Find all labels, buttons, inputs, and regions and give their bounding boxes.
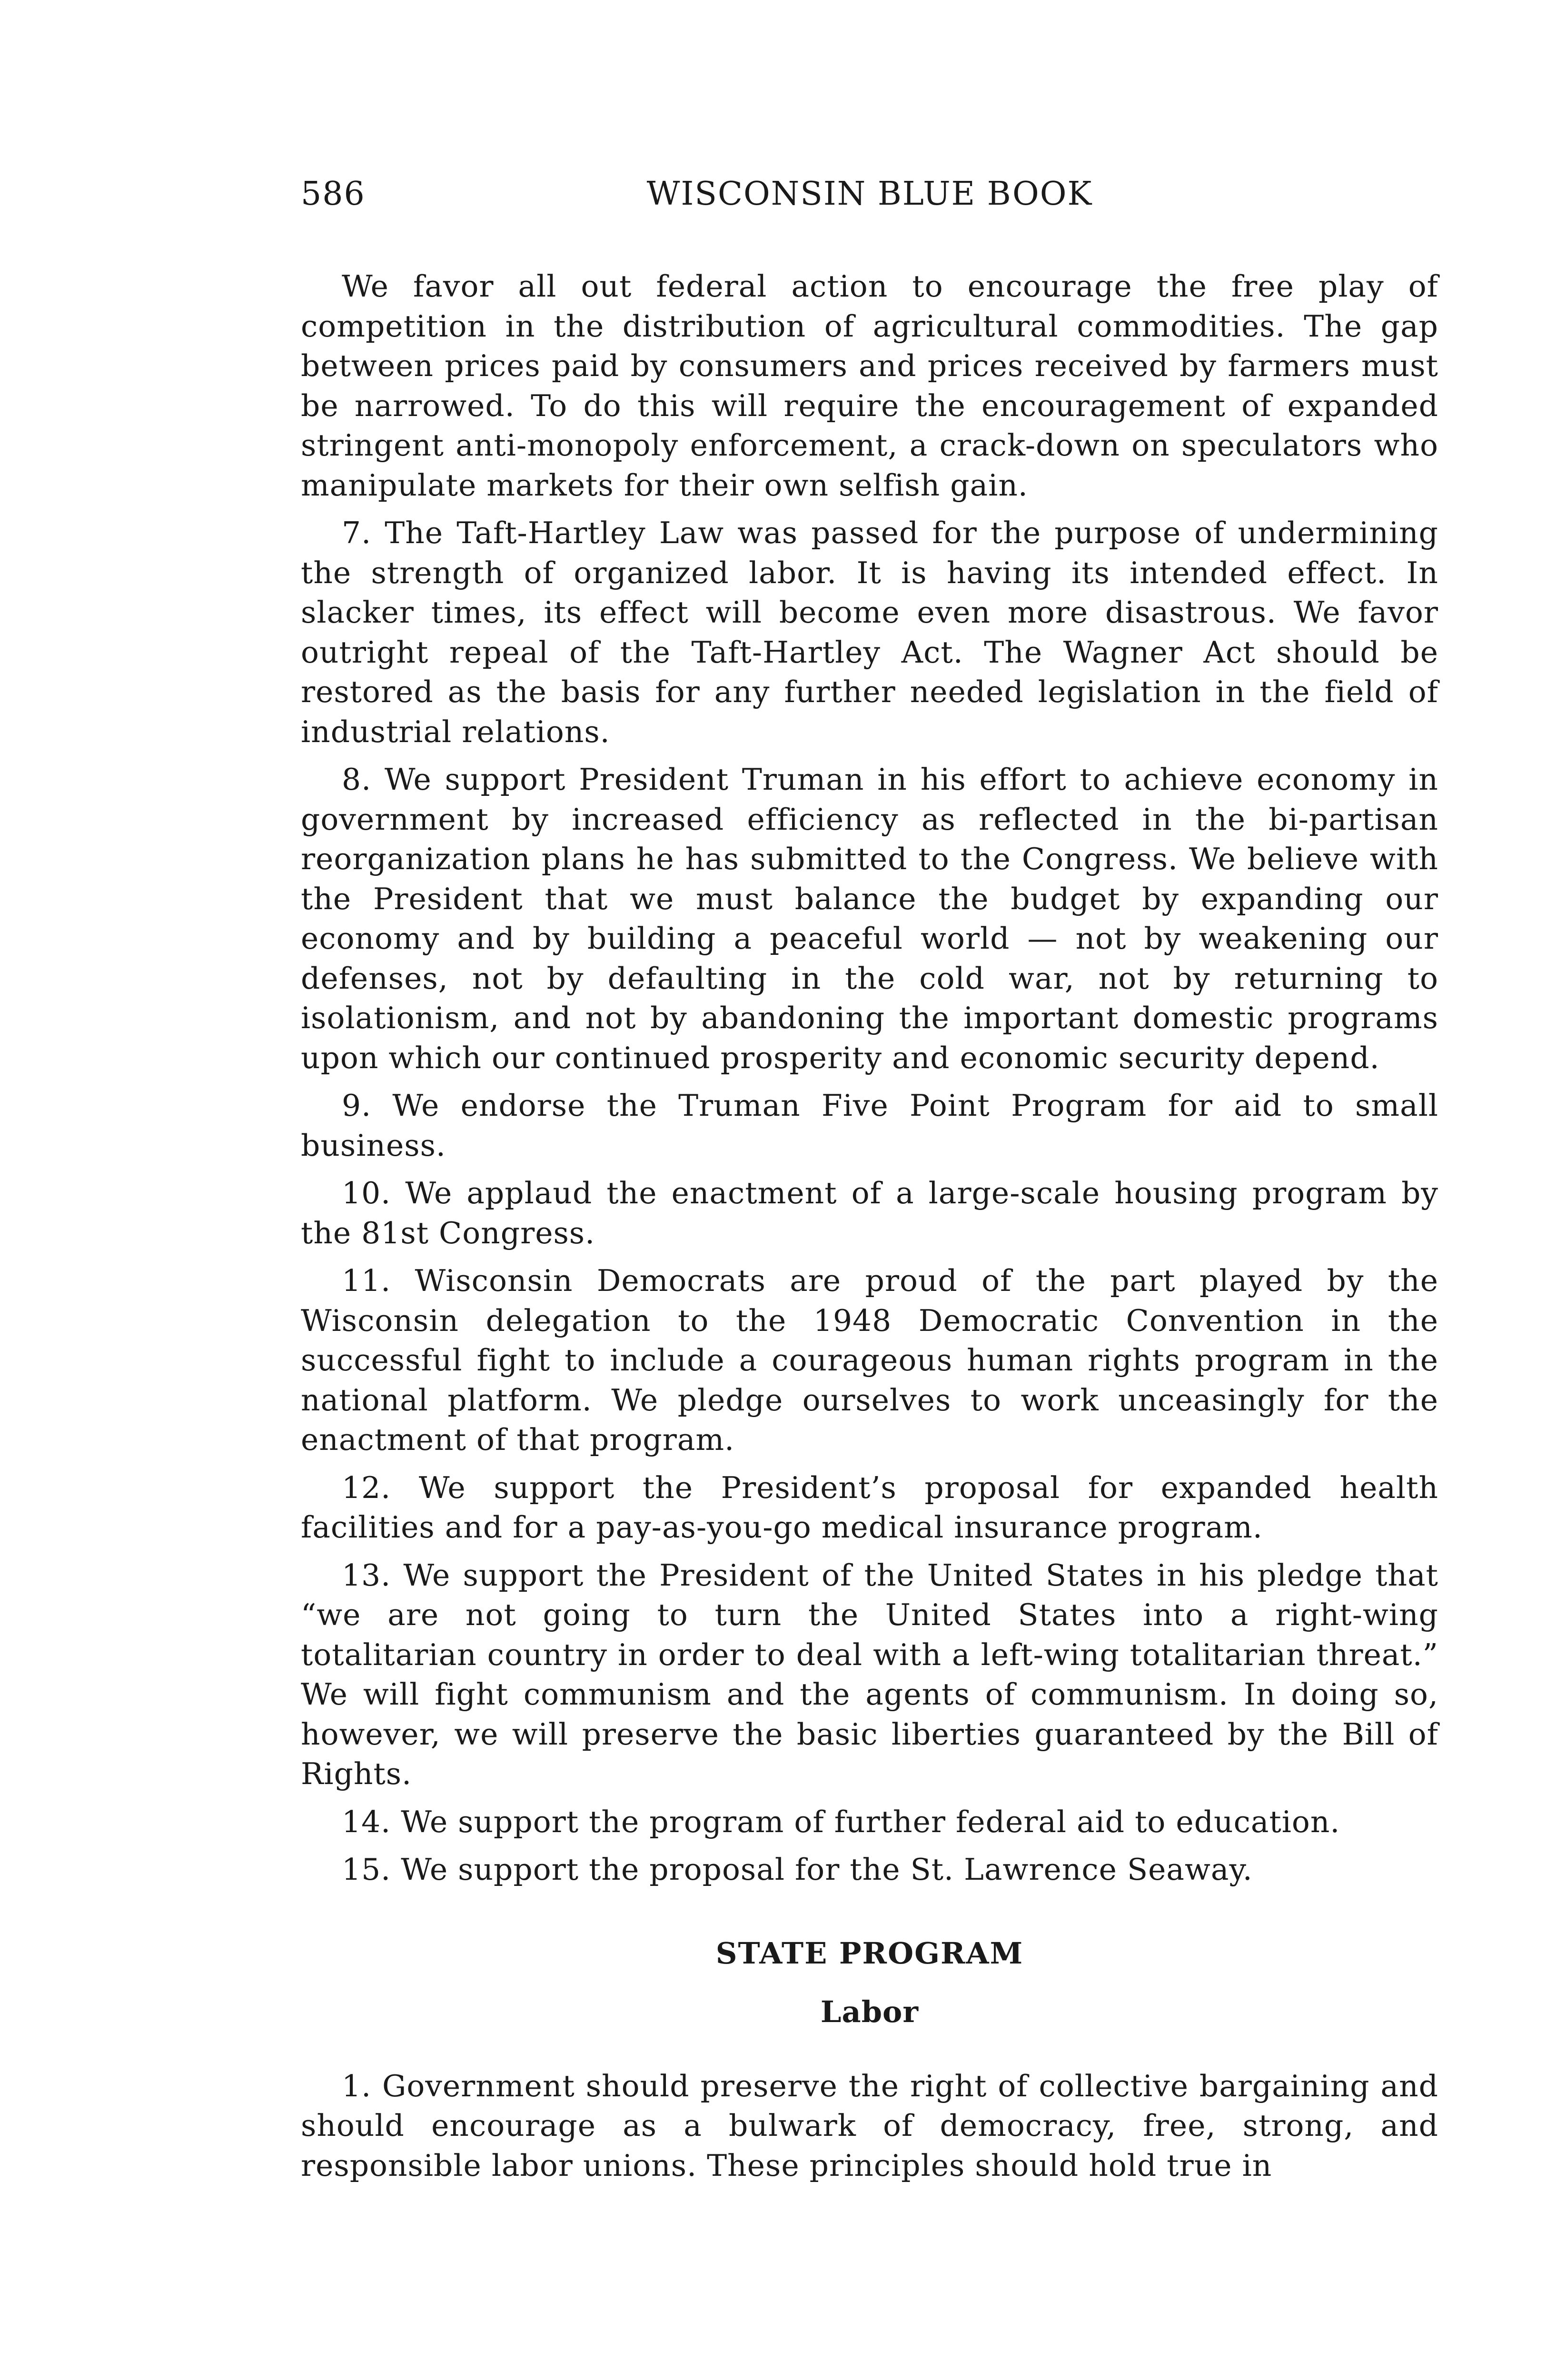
- subheading-labor: Labor: [820, 1994, 919, 2029]
- paragraph-labor-item-1: 1. Government should preserve the right of collective bargaining and should encourage as a bulwark of democracy, free, strong, and responsible labor unions. These principles should hold true in: [301, 2068, 1438, 2183]
- section-heading-state-program: STATE PROGRAM: [715, 1935, 1024, 1971]
- paragraph-item-12: 12. We support the President’s proposal for expanded health facilities and for a pay-as-you-go medical insurance program.: [301, 1470, 1438, 1545]
- paragraph-item-14: 14. We support the program of further federal aid to education.: [342, 1804, 1340, 1839]
- paragraph-item-8: 8. We support President Truman in his effort to achieve economy in government by increased efficiency as reflected in the bi-partisan reorganization plans he has submitted to the Congress. We believe with the President that we must balance the budget by expanding our economy and by building a peaceful world — not by weakening our defenses, not by defaulting in the cold war, not by returning to isolationism, and not by abandoning the important domestic programs upon which our continued prosperity and economic security depend.: [301, 762, 1438, 1075]
- running-title: WISCONSIN BLUE BOOK: [646, 175, 1093, 213]
- page-header: [301, 175, 1438, 223]
- paragraph-item-10: 10. We applaud the enactment of a large-scale housing program by the 81st Congress.: [301, 1176, 1438, 1250]
- paragraph-item-7: 7. The Taft-Hartley Law was passed for the purpose of undermining the strength of organized labor. It is having its intended effect. In slacker times, its effect will become even more disastrous. We favor outright repeal of the Taft-Hartley Act. The Wagner Act should be restored as the basis for any further needed legislation in the field of industrial relations.: [301, 516, 1438, 749]
- page-number: 586: [301, 175, 366, 213]
- paragraph-item-13: 13. We support the President of the United States in his pledge that “we are not going to turn the United States into a right-wing totalitarian country in order to deal with a left-wing totalitarian threat.” We will fight communism and the agents of communism. In doing so, however, we will preserve the basic liberties guaranteed by the Bill of Rights.: [301, 1557, 1438, 1791]
- paragraph-item-15: 15. We support the proposal for the St. Lawrence Seaway.: [342, 1852, 1253, 1887]
- paragraph-agricultural-competition: We favor all out federal action to encourage the free play of competition in the distribution of agricultural commodities. The gap between prices paid by consumers and prices received by farmers must be narrowed. To do this will require the encouragement of expanded stringent anti-monopoly enforcement, a crack-down on speculators who manipulate markets for their own selfish gain.: [301, 269, 1438, 503]
- paragraph-item-11: 11. Wisconsin Democrats are proud of the part played by the Wisconsin delegation to the 1948 Democratic Convention in the successful fight to include a courageous human rights program in the national platform. We pledge ourselves to work unceasingly for the enactment of that program.: [301, 1263, 1438, 1457]
- paragraph-item-9: 9. We endorse the Truman Five Point Program for aid to small business.: [301, 1088, 1438, 1163]
- page-body: [301, 267, 1438, 2193]
